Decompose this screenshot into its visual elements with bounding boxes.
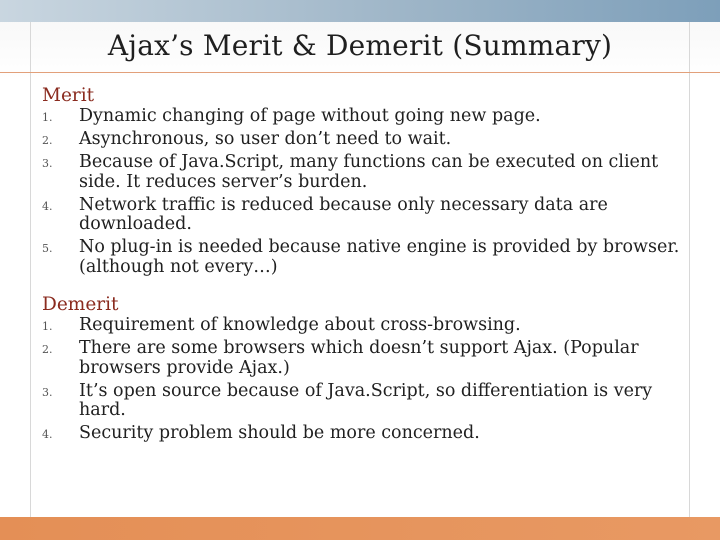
list-item: [42, 238, 682, 277]
demerit-heading: Demerit: [42, 294, 119, 315]
list-number: 2.: [42, 343, 53, 356]
list-text: Requirement of knowledge about cross-browsing.: [79, 315, 521, 335]
list-text: It’s open source because of Java.Script, so differentiation is very hard.: [79, 380, 653, 420]
top-decor-band: [0, 0, 720, 22]
list-text: Security problem should be more concerned.: [79, 423, 480, 443]
list-number: 2.: [42, 134, 53, 147]
list-item: [42, 107, 682, 127]
list-item: [42, 424, 682, 444]
merit-list: [42, 107, 682, 277]
list-item: [42, 339, 682, 378]
frame-line-left: [30, 22, 31, 517]
title-divider: [0, 72, 720, 73]
list-item: [42, 130, 682, 150]
slide-title: Ajax’s Merit & Demerit (Summary): [107, 29, 613, 62]
merit-heading: Merit: [42, 85, 95, 106]
list-item: [42, 196, 682, 235]
list-item: [42, 382, 682, 421]
list-text: No plug-in is needed because native engine is provided by browser. (although not every…): [79, 237, 680, 277]
list-number: 3.: [42, 157, 53, 170]
list-number: 4.: [42, 199, 53, 213]
list-number: 5.: [42, 242, 53, 255]
list-item: [42, 316, 682, 336]
list-number: 1.: [42, 320, 53, 333]
list-text: Asynchronous, so user don’t need to wait.: [79, 129, 452, 149]
list-number: 1.: [42, 111, 53, 124]
list-text: There are some browsers which doesn’t support Ajax. (Popular browsers provide Ajax.): [79, 338, 639, 378]
list-text: Dynamic changing of page without going new page.: [79, 106, 541, 126]
list-text: Network traffic is reduced because only necessary data are downloaded.: [79, 194, 608, 234]
list-item: [42, 153, 682, 192]
list-number: 4.: [42, 428, 53, 441]
list-number: 3.: [42, 385, 53, 399]
frame-line-right: [689, 22, 690, 517]
slide-content: [42, 84, 682, 447]
demerit-list: [42, 316, 682, 444]
bottom-decor-band: [0, 517, 720, 540]
list-text: Because of Java.Script, many functions can be executed on client side. It reduces server’s burden.: [79, 152, 659, 192]
